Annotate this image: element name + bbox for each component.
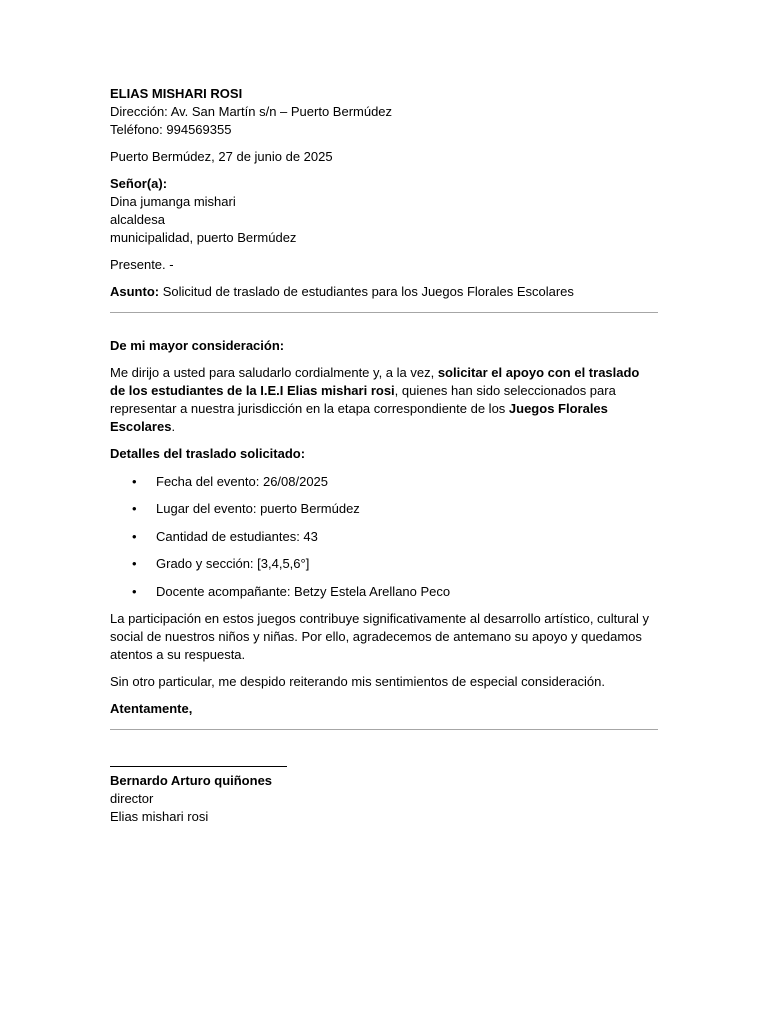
- bullet-icon: •: [132, 556, 137, 571]
- detail-teacher: Docente acompañante: Betzy Estela Arellano Peco: [156, 583, 451, 599]
- list-item: [110, 528, 658, 546]
- details-heading: Detalles del traslado solicitado:: [110, 446, 306, 461]
- detail-count: Cantidad de estudiantes: 43: [156, 528, 318, 544]
- recipient-organization: municipalidad, puerto Bermúdez: [110, 230, 297, 245]
- body-bold-2: Juegos Florales Escolares: [110, 401, 608, 434]
- body-paragraph: [110, 364, 658, 436]
- body-text-1: Me dirijo a usted para saludarlo cordialmente y, a la vez,: [110, 365, 438, 380]
- presente: Presente. -: [110, 257, 174, 272]
- letter: [110, 85, 658, 826]
- bullet-icon: •: [132, 501, 137, 516]
- list-item: [110, 473, 658, 491]
- body-bold-1: solicitar el apoyo con el traslado de los estudiantes de la I.E.I Elias mishari rosi: [110, 365, 640, 398]
- signature-role: director: [110, 790, 154, 806]
- detail-place: Lugar del evento: puerto Bermúdez: [156, 501, 360, 516]
- sender-name: ELIAS MISHARI ROSI: [110, 86, 243, 101]
- bullet-icon: •: [132, 528, 137, 544]
- sender-address: Dirección: Av. San Martín s/n – Puerto Bermúdez: [110, 104, 393, 119]
- list-item: [110, 583, 658, 601]
- sender-block: [110, 85, 658, 139]
- place-date: Puerto Bermúdez, 27 de junio de 2025: [110, 149, 333, 164]
- signature-line: [110, 766, 287, 767]
- participation-paragraph: La participación en estos juegos contribuye significativamente al desarrollo artístico, cultural y social de nuestros niños y niñas. Por ello, agradecemos de antemano su apoyo y quedamos atentos a su respuesta.: [110, 610, 650, 662]
- details-list: [110, 473, 658, 601]
- subject-line: [110, 283, 658, 301]
- closing: Atentamente,: [110, 700, 193, 716]
- body-text-2: , quienes han sido seleccionados para representar a nuestra jurisdicción en la etapa correspondiente de los: [110, 383, 616, 416]
- sender-phone: Teléfono: 994569355: [110, 122, 232, 137]
- body-text-3: .: [171, 419, 176, 434]
- recipient-salutation: Señor(a):: [110, 176, 168, 191]
- list-item: [110, 500, 658, 518]
- divider-bottom: [110, 729, 658, 730]
- recipient-name: Dina jumanga mishari: [110, 194, 236, 209]
- recipient-block: [110, 175, 658, 247]
- greeting: De mi mayor consideración:: [110, 338, 285, 353]
- detail-grade: Grado y sección: [3,4,5,6°]: [156, 556, 310, 571]
- bullet-icon: •: [132, 583, 137, 599]
- signature-name: Bernardo Arturo quiñones: [110, 772, 273, 788]
- recipient-title: alcaldesa: [110, 212, 165, 227]
- bullet-icon: •: [132, 473, 137, 489]
- list-item: [110, 555, 658, 573]
- detail-date: Fecha del evento: 26/08/2025: [156, 473, 329, 489]
- subject-text: Solicitud de traslado de estudiantes para los Juegos Florales Escolares: [159, 284, 574, 299]
- closing-paragraph: Sin otro particular, me despido reiterando mis sentimientos de especial consideración.: [110, 673, 605, 689]
- subject-label: Asunto:: [110, 284, 160, 299]
- signature-block: [110, 772, 658, 826]
- divider-top: [110, 312, 658, 313]
- signature-institution: Elias mishari rosi: [110, 808, 209, 824]
